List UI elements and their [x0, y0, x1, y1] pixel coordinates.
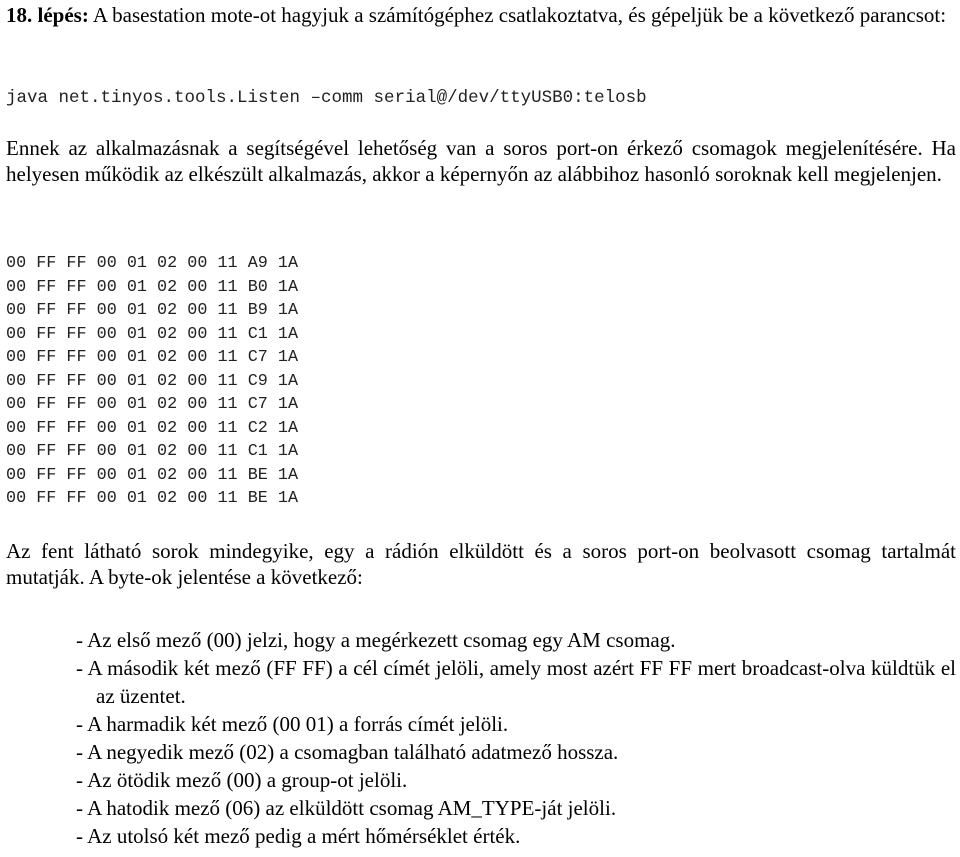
step-label: 18. lépés: — [6, 3, 89, 27]
hex-line: 00 FF FF 00 01 02 00 11 B9 1A — [6, 301, 299, 320]
list-item: - A második két mező (FF FF) a cél címét jelöli, amely most azért FF FF mert broadcast-olva küldtük el az üzentet. — [76, 656, 956, 708]
byte-meaning-list — [76, 626, 956, 850]
hex-line: 00 FF FF 00 01 02 00 11 BE 1A — [6, 465, 299, 485]
list-item: - Az utolsó két mező pedig a mért hőmérséklet érték. — [76, 824, 521, 848]
list-item: - A negyedik mező (02) a csomagban található adatmező hossza. — [76, 740, 619, 764]
hex-line: 00 FF FF 00 01 02 00 11 C2 1A — [6, 418, 299, 438]
hex-line: 00 FF FF 00 01 02 00 11 B0 1A — [6, 277, 299, 297]
hex-line: 00 FF FF 00 01 02 00 11 C7 1A — [6, 348, 299, 367]
command-line: java net.tinyos.tools.Listen –comm serial@/dev/ttyUSB0:telosb — [6, 88, 647, 108]
hex-line: 00 FF FF 00 01 02 00 11 A9 1A — [6, 254, 299, 273]
hex-line: 00 FF FF 00 01 02 00 11 C7 1A — [6, 395, 299, 414]
hex-line: 00 FF FF 00 01 02 00 11 C9 1A — [6, 371, 299, 391]
list-item: - A harmadik két mező (00 01) a forrás címét jelöli. — [76, 712, 509, 736]
step-paragraph — [6, 2, 956, 28]
list-item: - Az első mező (00) jelzi, hogy a megérkezett csomag egy AM csomag. — [76, 628, 676, 652]
hex-line: 00 FF FF 00 01 02 00 11 C1 1A — [6, 442, 299, 461]
list-item: - Az ötödik mező (00) a group-ot jelöli. — [76, 768, 408, 792]
hex-line: 00 FF FF 00 01 02 00 11 BE 1A — [6, 489, 299, 508]
hex-output-block — [6, 252, 298, 511]
intro-paragraph: Ennek az alkalmazásnak a segítségével lehetőség van a soros port-on érkező csomagok megjelenítésére. Ha helyesen működik az elkészült alkalmazás, akkor a képernyőn az alábbihoz hasonló soroknak kell megjelenjen. — [6, 136, 956, 186]
explanation-paragraph: Az fent látható sorok mindegyike, egy a rádión elküldött és a soros port-on beolvasott csomag tartalmát mutatják. A byte-ok jelentése a következő: — [6, 539, 956, 589]
hex-line: 00 FF FF 00 01 02 00 11 C1 1A — [6, 324, 299, 344]
list-item: - A hatodik mező (06) az elküldött csomag AM_TYPE-ját jelöli. — [76, 796, 617, 820]
step-text: A basestation mote-ot hagyjuk a számítógéphez csatlakoztatva, és gépeljük be a következő parancsot: — [88, 3, 947, 27]
